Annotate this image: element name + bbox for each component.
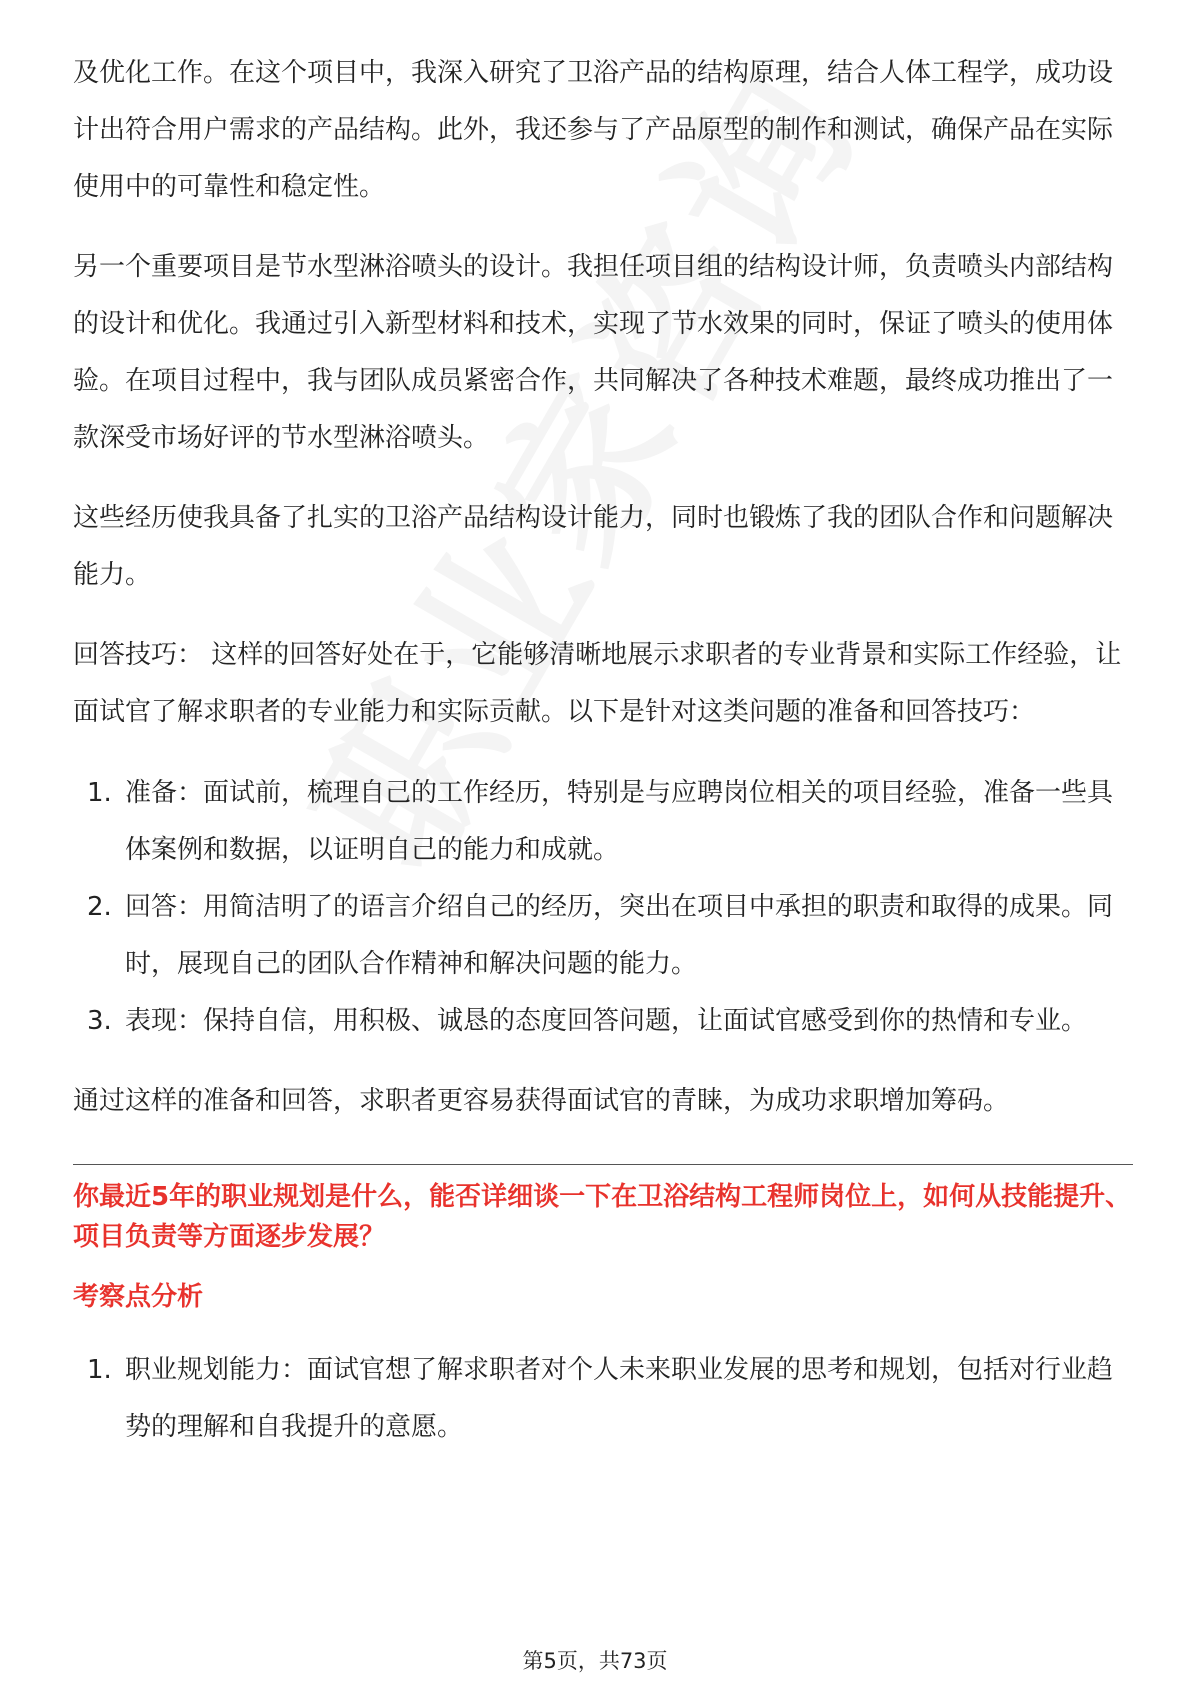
list-item-text: 准备：面试前，梳理自己的工作经历，特别是与应聘岗位相关的项目经验，准备一些具体案例和数据，以证明自己的能力和成就。 <box>125 778 1114 865</box>
list-item-text: 表现：保持自信，用积极、诚恳的态度回答问题，让面试官感受到你的热情和专业。 <box>125 1006 1088 1036</box>
list-item-text: 职业规划能力：面试官想了解求职者对个人未来职业发展的思考和规划，包括对行业趋势的理解和自我提升的意愿。 <box>125 1355 1114 1442</box>
list-item-number: 3. <box>87 1006 112 1036</box>
paragraph-shower-head-project: 另一个重要项目是节水型淋浴喷头的设计。我担任项目组的结构设计师，负责喷头内部结构的设计和优化。我通过引入新型材料和技术，实现了节水效果的同时，保证了喷头的使用体验。在项目过程中，我与团队成员紧密合作，共同解决了各种技术难题，最终成功推出了一款深受市场好评的节水型淋浴喷头。 <box>73 252 1114 453</box>
answer-tips-list <box>73 765 1133 1050</box>
document-body <box>73 45 1133 1456</box>
list-item <box>73 993 1133 1050</box>
list-item <box>73 879 1133 993</box>
list-item-number: 1. <box>87 1355 112 1385</box>
paragraph-project-research: 及优化工作。在这个项目中，我深入研究了卫浴产品的结构原理，结合人体工程学，成功设计出符合用户需求的产品结构。此外，我还参与了产品原型的制作和测试，确保产品在实际使用中的可靠性和稳定性。 <box>73 58 1114 202</box>
analysis-list <box>73 1342 1133 1456</box>
paragraph-answer-tips-intro: 回答技巧： 这样的回答好处在于，它能够清晰地展示求职者的专业背景和实际工作经验，让面试官了解求职者的专业能力和实际贡献。以下是针对这类问题的准备和回答技巧： <box>73 640 1122 727</box>
page-footer: 第5页，共73页 <box>522 1649 668 1673</box>
interview-question: 你最近5年的职业规划是什么，能否详细谈一下在卫浴结构工程师岗位上，如何从技能提升、项目负责等方面逐步发展？ <box>73 1182 1132 1252</box>
list-item-text: 回答：用简洁明了的语言介绍自己的经历，突出在项目中承担的职责和取得的成果。同时，展现自己的团队合作精神和解决问题的能力。 <box>125 892 1114 979</box>
paragraph-experience-summary: 这些经历使我具备了扎实的卫浴产品结构设计能力，同时也锻炼了我的团队合作和问题解决能力。 <box>73 503 1114 590</box>
section-divider <box>73 1164 1133 1165</box>
list-item-number: 2. <box>87 892 112 922</box>
list-item <box>73 1342 1133 1456</box>
analysis-heading: 考察点分析 <box>73 1282 204 1312</box>
paragraph-closing: 通过这样的准备和回答，求职者更容易获得面试官的青睐，为成功求职增加筹码。 <box>73 1086 1010 1116</box>
list-item <box>73 765 1133 879</box>
list-item-number: 1. <box>87 778 112 808</box>
